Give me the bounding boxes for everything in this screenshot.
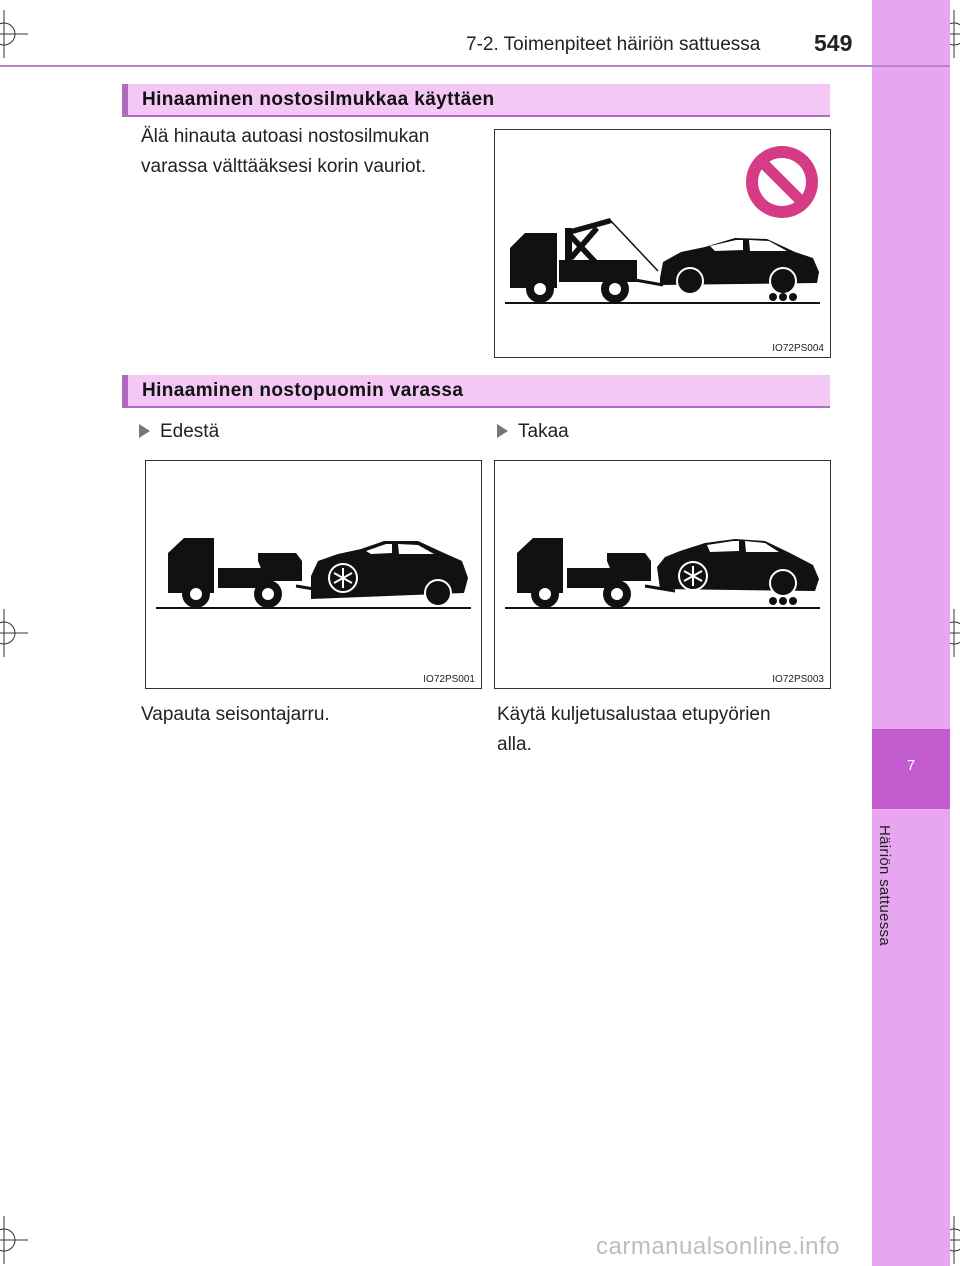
section-heading-lifting-eye: [122, 84, 830, 117]
caption-line: alla.: [497, 734, 532, 755]
figure-from-front: [145, 460, 482, 689]
tow-truck-prohibited-illustration: [495, 130, 830, 357]
figure-code: IO72PS001: [423, 674, 475, 685]
caption-line: Käytä kuljetusalustaa etupyörien: [497, 704, 771, 725]
bullet-triangle-icon: [497, 424, 508, 438]
car-icon: [657, 539, 819, 605]
chapter-number: 7: [906, 757, 916, 774]
bullet-triangle-icon: [139, 424, 150, 438]
bullet-front: [139, 421, 219, 443]
watermark: carmanualsonline.info: [596, 1233, 840, 1260]
tow-truck-icon: [168, 538, 302, 608]
warning-text-line: Älä hinauta autoasi nostosilmukan: [141, 126, 430, 147]
chapter-side-tab: [872, 0, 950, 1266]
bullet-label: Takaa: [518, 421, 569, 442]
car-icon: [660, 238, 819, 301]
tow-front-illustration: [146, 461, 481, 688]
figure-lifting-eye: [494, 129, 831, 358]
section-title: 7-2. Toimenpiteet häiriön sattuessa: [466, 34, 761, 55]
tow-truck-icon: [517, 538, 651, 608]
page-number: 549: [814, 30, 853, 56]
car-icon: [311, 541, 468, 606]
section-heading-text: Hinaaminen nostopuomin varassa: [142, 380, 464, 401]
caption-front: Vapauta seisontajarru.: [141, 704, 330, 725]
warning-text-line: varassa välttääksesi korin vauriot.: [141, 156, 427, 177]
figure-from-rear: [494, 460, 831, 689]
figure-code: IO72PS004: [772, 343, 824, 354]
header-rule: [0, 65, 950, 67]
bullet-label: Edestä: [160, 421, 220, 442]
prohibition-icon: [746, 146, 818, 218]
bullet-rear: [497, 421, 569, 443]
chapter-label: Häiriön sattuessa: [876, 825, 893, 946]
caption-rear: [497, 700, 827, 760]
warning-text: [141, 122, 429, 182]
section-heading-wheel-lift: [122, 375, 830, 408]
tow-rear-illustration: [495, 461, 830, 688]
figure-code: IO72PS003: [772, 674, 824, 685]
section-heading-text: Hinaaminen nostosilmukkaa käyttäen: [142, 89, 495, 110]
